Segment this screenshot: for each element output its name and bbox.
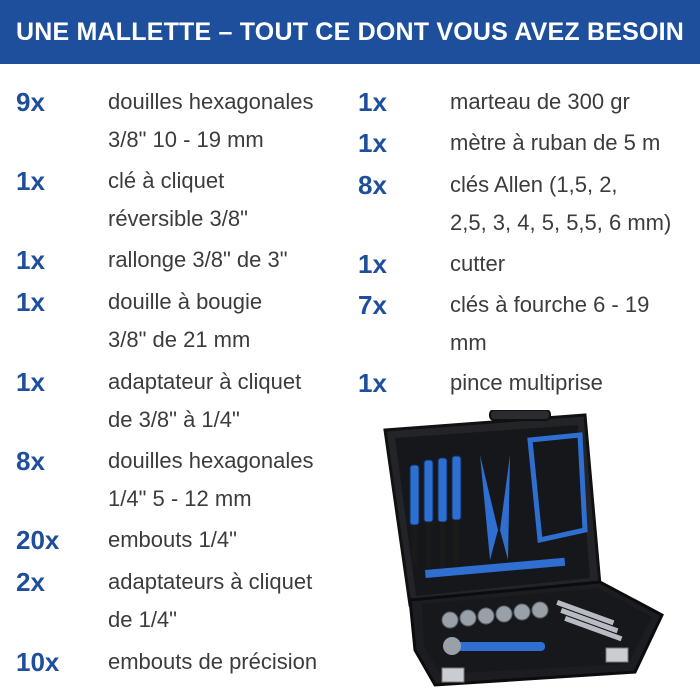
item-quantity: 1x [358,368,387,398]
item-description: clé à cliquet réversible 3/8" [108,168,248,231]
item-description: pince multiprise [450,370,603,395]
item-description: rallonge 3/8" de 3" [108,247,288,272]
item-quantity: 20x [16,525,60,555]
item-description: embouts de précision [108,649,318,674]
item-description: douilles hexagonales 1/4" 5 - 12 mm [108,448,314,511]
item-description: mètre à ruban de 5 m [450,130,661,155]
item-quantity: 8x [16,446,45,476]
header-title: UNE MALLETTE – TOUT CE DONT VOUS AVEZ BESOIN [15,17,685,46]
toolbox-case-icon [380,410,680,690]
item-quantity: 1x [16,367,45,397]
item-quantity: 2x [16,567,45,597]
item-description: clés à fourche 6 - 19 mm [450,292,650,355]
item-quantity: 1x [16,166,45,196]
item-description: cutter [450,251,506,276]
item-quantity: 7x [358,290,387,320]
item-quantity: 1x [358,128,387,158]
item-quantity: 1x [358,87,387,117]
item-quantity: 1x [16,287,45,317]
item-quantity: 10x [16,647,60,677]
item-description: adaptateurs à cliquet de 1/4" [108,569,313,632]
item-description: douille à bougie 3/8" de 21 mm [108,289,263,352]
item-description: embouts 1/4" [108,527,237,552]
item-quantity: 8x [358,170,387,200]
item-quantity: 1x [358,249,387,279]
item-description: clés Allen (1,5, 2, 2,5, 3, 4, 5, 5,5, 6 mm) [450,172,672,235]
item-description: douilles hexagonales 3/8" 10 - 19 mm [108,89,314,152]
item-quantity: 1x [16,245,45,275]
header-banner [0,0,700,64]
item-quantity: 9x [16,87,45,117]
item-description: adaptateur à cliquet de 3/8" à 1/4" [108,369,302,432]
item-description: marteau de 300 gr [450,89,630,114]
